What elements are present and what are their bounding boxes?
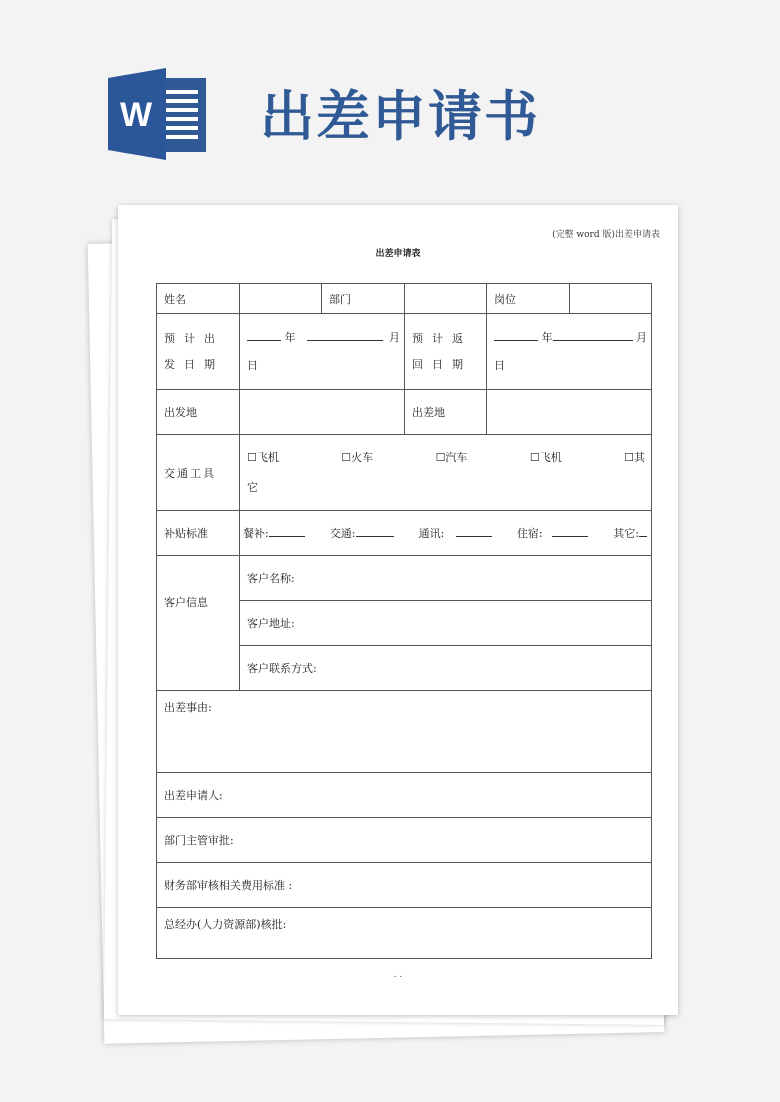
document-page (118, 205, 678, 1015)
client-contact-field[interactable]: 客户联系方式: (240, 646, 652, 691)
banner-title: 出差申请书 (260, 84, 540, 148)
application-form (156, 283, 652, 959)
name-field[interactable] (240, 284, 322, 314)
option-train[interactable]: ☐火车 (341, 450, 374, 464)
label-client: 客户信息 (157, 556, 240, 691)
label-return-date: 预计返回日期 (405, 314, 487, 390)
option-plane-2[interactable]: ☐飞机 (529, 450, 562, 464)
client-name-field[interactable]: 客户名称: (240, 556, 652, 601)
option-plane[interactable]: ☐飞机 (247, 450, 279, 464)
option-other[interactable]: ☐其 (624, 450, 645, 464)
return-date-field[interactable]: 年 月 日 (487, 314, 652, 390)
finance-field[interactable]: 财务部审核相关费用标准 : (157, 863, 652, 908)
doc-header: (完整 word 版)出差申请表 (552, 230, 660, 240)
label-dept: 部门 (322, 284, 405, 314)
option-car[interactable]: ☐汽车 (435, 450, 468, 464)
reason-field[interactable]: 出差事由: (157, 691, 652, 773)
label-allowance: 补贴标准 (157, 511, 240, 556)
label-transport: 交通工具 (157, 435, 240, 511)
applicant-field[interactable]: 出差申请人: (157, 773, 652, 818)
label-post: 岗位 (487, 284, 570, 314)
to-field[interactable] (487, 390, 652, 435)
dept-field[interactable] (405, 284, 487, 314)
from-field[interactable] (240, 390, 405, 435)
label-name: 姓名 (157, 284, 240, 314)
form-title: 出差申请表 (375, 249, 421, 259)
post-field[interactable] (570, 284, 652, 314)
page-footer: . . (393, 970, 403, 980)
svg-text:W: W (119, 96, 153, 134)
dept-approval-field[interactable]: 部门主管审批: (157, 818, 652, 863)
depart-date-field[interactable]: 年 月 日 (240, 314, 405, 390)
client-address-field[interactable]: 客户地址: (240, 601, 652, 646)
word-logo-icon (108, 68, 208, 160)
gm-approval-field[interactable]: 总经办(人力资源部)核批: (157, 908, 652, 959)
transport-options[interactable]: ☐飞机 ☐火车 ☐汽车 ☐飞机 ☐其 它 (240, 435, 652, 511)
label-to: 出差地 (405, 390, 487, 435)
allowance-fields[interactable]: 餐补: 交通: 通讯: 住宿: 其它: (240, 511, 652, 556)
label-from: 出发地 (157, 390, 240, 435)
label-depart-date: 预计出发日期 (157, 314, 240, 390)
